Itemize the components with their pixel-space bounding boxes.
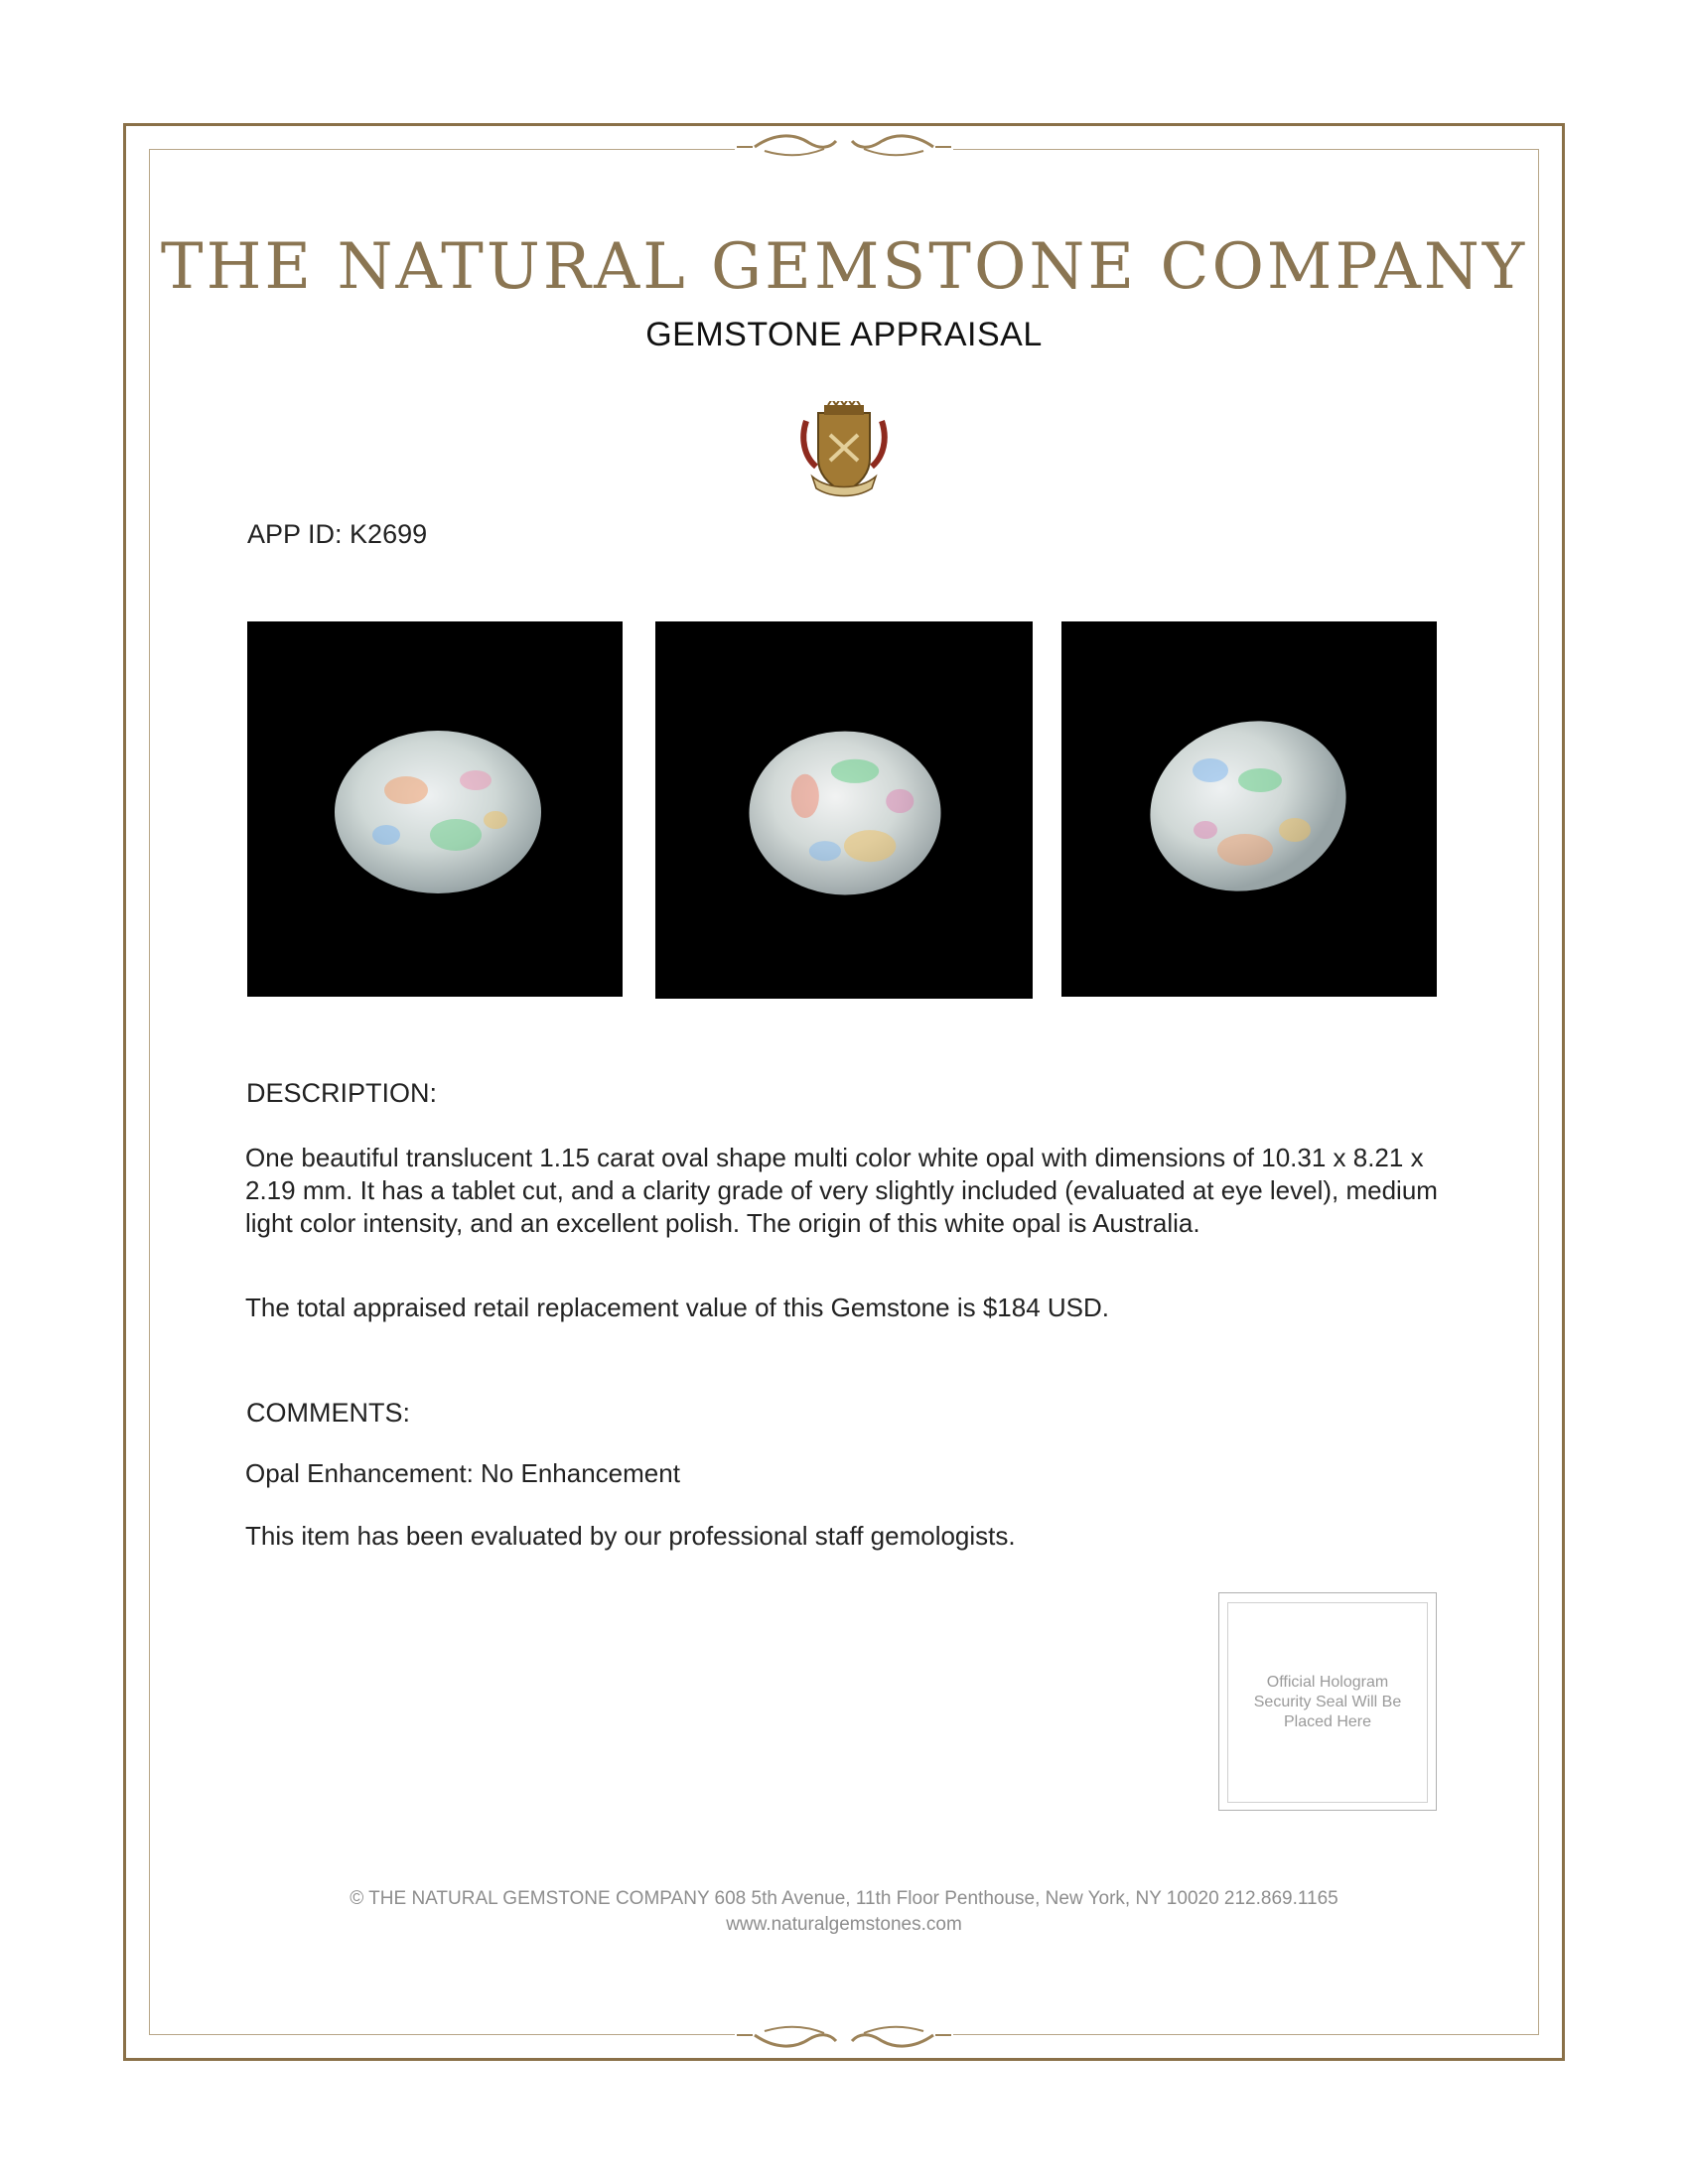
company-name: THE NATURAL GEMSTONE COMPANY bbox=[160, 230, 1528, 304]
app-id: APP ID: K2699 bbox=[247, 519, 428, 549]
hologram-seal-text: Official Hologram Security Seal Will Be Placed Here bbox=[1253, 1674, 1402, 1730]
evaluation-text: This item has been evaluated by our professional staff gemologists. bbox=[245, 1521, 1016, 1551]
comments-heading: COMMENTS: bbox=[246, 1398, 410, 1428]
top-ornament bbox=[735, 127, 953, 167]
hologram-seal-inner bbox=[1227, 1602, 1428, 1803]
opal-photo-3 bbox=[1061, 621, 1437, 997]
enhancement-text: Opal Enhancement: No Enhancement bbox=[245, 1458, 680, 1488]
opal-photo-1 bbox=[247, 621, 623, 997]
description-text: One beautiful translucent 1.15 carat oval shape multi color white opal with dimensions of 10.31 x 8.21 x 2.19 mm. It has a tablet cut, and a clarity grade of very slightly included (evaluated at eye level), medium light color intensity, and an excellent polish. The origin of this white opal is Australia. bbox=[245, 1143, 1438, 1238]
document-title: GEMSTONE APPRAISAL bbox=[645, 316, 1043, 353]
footer-address: © THE NATURAL GEMSTONE COMPANY 608 5th Avenue, 11th Floor Penthouse, New York, NY 10020 212.869.1165 bbox=[350, 1888, 1338, 1909]
bottom-ornament bbox=[735, 2015, 953, 2055]
crest-logo bbox=[798, 401, 890, 500]
description-heading: DESCRIPTION: bbox=[246, 1078, 438, 1108]
opal-photo-2 bbox=[655, 621, 1033, 999]
appraised-value-text: The total appraised retail replacement value of this Gemstone is $184 USD. bbox=[245, 1293, 1110, 1322]
footer-website-link[interactable]: www.naturalgemstones.com bbox=[726, 1914, 962, 1935]
